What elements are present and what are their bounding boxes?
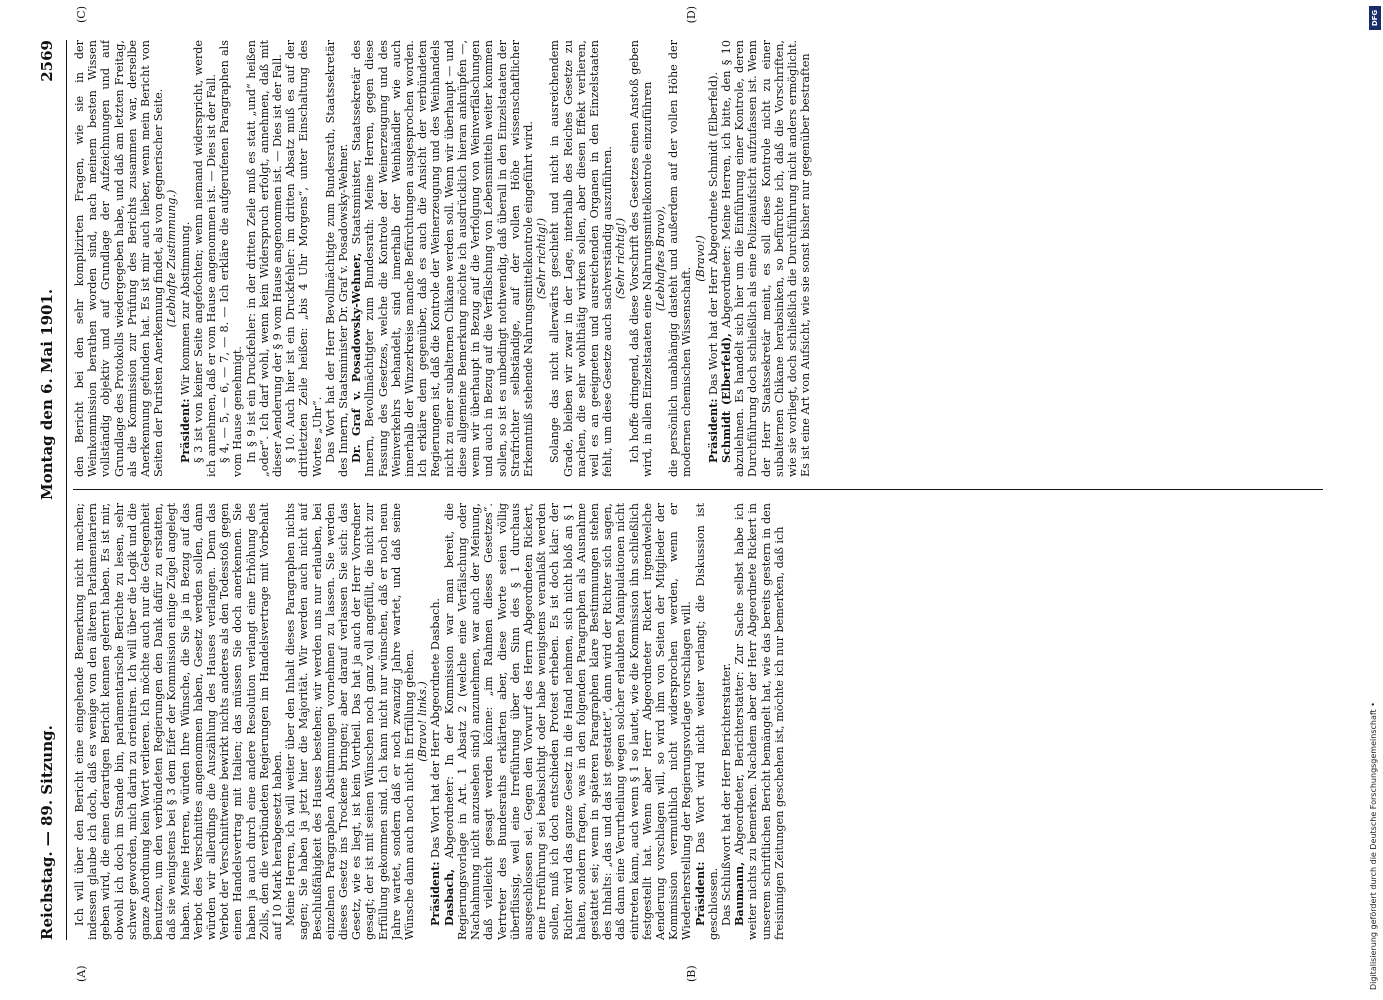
speech-text: Abgeordneter, Berichterstatter: Zur Sache selbst habe ich weiter nichts zu bemerken. Nachdem aber der Herr Abgeordnete Rickert in unserem schriftlichen Bericht bemängelt hat, wie das bereits gestern in den freisinnigen Zeitungen geschehen ist, möchte ich nur bemerken, daß ich: [733, 503, 786, 940]
dfg-logo: [1369, 6, 1381, 30]
paragraph: den Bericht bei den sehr komplizirten Fragen, wie sie in der Weinkommission berathen worden sind, nach meinem besten Wissen vollständig objektiv und auf Grundlage der Aufzeichnungen und auf Grundlage des Protokolls wiedergegeben habe, und daß am letzten Freitag, als die Kommission zur Prüfung des Berichts zusammen war, derselbe Anerkennung gefunden hat. Es ist mir auch lieber, wenn mein Bericht von Seiten der Puristen Anerkennung findet, als von gegnerischer Seite.: [73, 40, 166, 477]
digitization-credit: [1365, 0, 1383, 1000]
paragraph: Meine Herren, ich will weiter über den Inhalt dieses Paragraphen nichts sagen; Sie haben ja jetzt hier die Majorität. Wir werden auch nicht auf Beschlußfähigkeit des Hauses bestehen; wir werden uns nur erlauben, bei einzelnen Paragraphen Abstimmungen vornehmen zu lassen. Sie werden dieses Gesetz ins Trockene bringen; aber darauf verlassen Sie sich: das Gesetz, wie es liegt, ist kein Vortheil. Das hat ja auch der Herr Vorredner gesagt; der ist mit seinen Wünschen noch ganz voll angefüllt, die nicht zur Erfüllung gekommen sind. Ich kann nicht nur wünschen, daß er noch neun Jahre wartet, sondern daß er noch zwanzig Jahre wartet, und daß seine Wünsche dann auch noch nicht in Erfüllung gehen.: [284, 503, 417, 940]
margin-mark-c: (C): [75, 6, 88, 23]
paragraph: die persönlich unabhängig dasteht und außerdem auf der vollen Höhe der modernen chemischen Wissenschaft.: [667, 40, 694, 477]
right-column: [73, 40, 1323, 477]
speech-text: Staatsminister, Staatssekretär des Innern, Bevollmächtigter zum Bundesrath: Meine Herren, gegen diese Fassung des Gesetzes, welche die Kontrole der Weinerzeugung und des Weinverkehrs behandelt, sind innerhalb der Weinhändler wie auch innerhalb der Winzerkreise manche Befürchtungen ausgesprochen worden. Ich erkläre dem gegenüber, daß es auch die Ansicht der verbündeten Regierungen ist, daß die Kontrole der Weinerzeugung und des Weinhandels nicht zu einer subalternen Chikane werden soll. Wenn wir überhaupt — und diese allgemeine Bemerkung möchte ich ausdrücklich hieran anknüpfen —, wenn wir überhaupt in Bezug auf die Verfolgung von Weinverfälschungen und auch in Bezug auf die Verfälschung von Lebensmitteln weiter kommen sollen, so ist es unbedingt nothwendig, daß überall in den Einzelstaaten der Strafrichter selbständige, auf der vollen Höhe wissenschaftlicher Erkenntniß stehende Nahrungsmittelkontrole eingeführt wird.: [350, 40, 535, 477]
paragraph: § 4, — 5, — 6, — 7, — 8. — Ich erkläre die aufgerufenen Paragraphen als vom Hause genehmigt.: [218, 40, 245, 477]
applause-note: (Lebhafte Zustimmung.): [165, 189, 179, 328]
speech-text: Das Wort hat der Herr Abgeordnete Dasbach.: [429, 597, 443, 858]
header-rule: [66, 40, 67, 940]
margin-mark-b: (B): [685, 965, 698, 982]
speech-text: Wir kommen zur Abstimmung.: [178, 221, 192, 395]
paragraph: Das Wort hat der Herr Bevollmächtigte zum Bundesrath, Staatssekretär des Innern, Staatsminister Dr. Graf v. Posadowsky-Wehner.: [323, 40, 351, 477]
paragraph: In § 9 ist ein Druckfehler: in der dritten Zeile muß es statt „und“ heißen „oder“. Ich darf wohl, wenn kein Widerspruch erfolgt, annehmen, daß mit dieser Aenderung der § 9 vom Hause angenommen ist. — Dies ist der Fall.: [244, 40, 285, 477]
speaker-label: Schmidt (Elberfeld),: [718, 333, 733, 463]
paragraph: Solange das nicht allerwärts geschieht und nicht in ausreichendem Grade, bleiben wir zwar in der Lage, interhalb des Reiches Gesetze zu machen, die sehr wohlthätig wirken sollen, aber diesen Effekt verlieren, weil es an geeigneten und ausreichenden Organen in den Einzelstaaten fehlt, um diese Gesetze auch sachverständig auszuführen.: [548, 40, 615, 477]
paragraph: Ich will über den Bericht eine eingehende Bemerkung nicht machen; indessen glaube ich doch, daß es wenige von den älteren Parlamentariern geben wird, die einen derartigen Bericht kennen gelernt haben. Es ist mir, obwohl ich doch im Stande bin, parlamentarische Berichte zu lesen, sehr schwer geworden, mich darin zu orientiren. Ich will über die Logik und die ganze Anordnung kein Wort verlieren. Ich möchte auch nur die Gelegenheit benutzen, um den verbündeten Regierungen den Dank dafür zu erstatten, daß sie wenigstens bei § 3 dem Eifer der Kommission einige Zügel angelegt haben. Meine Herren, würden Ihre Wünsche, die Sie ja in Bezug auf das Verbot des Verschnittes angenommen haben, Gesetz werden sollen, dann würden wir allerdings die Auszählung des Hauses verlangen. Denn das Verbot der Verschnittweine bewirkt nichts anderes als den Todesstoß gegen einen Handelsvertrag mit Italien; das müssen Sie doch anerkennen. Sie haben ja auch durch eine andere Resolution verlangt eine Erhöhung des Zolls, den die verbündeten Regierungen im Handelsvertrage mit Vorbehalt auf 10 Mark herabgesetzt haben.: [73, 503, 285, 940]
running-head: [38, 40, 62, 940]
column-divider: [73, 489, 1323, 490]
speaker-label: Präsident:: [428, 861, 443, 926]
speaker-label: Dasbach,: [441, 868, 456, 926]
dfg-logo-text: DFG: [1371, 9, 1379, 27]
speech-text: Das Wort wird nicht weiter verlangt; die Diskussion ist geschlossen.: [693, 503, 720, 940]
speech-text: Abgeordneter: Meine Herren, ich bitte, den § 10 abzulehnen. Es handelt sich hier um die Einführung einer Kontrole, deren Durchführung doch schließlich als eine Polizeiaufsicht aufzufassen ist. Wenn der Herr Staatssekretär meint, es soll diese Kontrole nicht zu einer subalternen Chikane herabsinken, so befürchte ich, daß die Vorschriften, wie sie vorliegt, doch schließlich die Durchführung nicht anders ermöglicht. Es ist eine Art von Aufsicht, wie sie sonst bisher nur gegenüber bestraften: [719, 40, 813, 477]
paragraph: Das Schlußwort hat der Herr Berichterstatter.: [719, 662, 733, 926]
applause-note: (Bravo!): [693, 235, 707, 282]
speaker-label: Dr. Graf v. Posadowsky-Wehner,: [349, 252, 364, 463]
applause-note: (Bravo! links.): [416, 681, 430, 762]
running-head-left: Reichstag. — 89. Sitzung.: [38, 725, 56, 940]
speaker-label: Präsident:: [692, 861, 707, 926]
running-head-date: Montag den 6. Mai 1901.: [38, 288, 56, 500]
page-number: 2569: [38, 40, 56, 82]
margin-mark-d: (D): [685, 6, 698, 24]
paragraph: Ich hoffe dringend, daß diese Vorschrift des Gesetzes einen Anstoß geben wird, in allen Einzelstaaten eine Nahrungsmittelkontrole einzuführen: [627, 40, 654, 477]
applause-note: (Lebhaftes Bravo),: [653, 205, 667, 312]
paragraph: § 3 ist von keiner Seite angefochten; wenn niemand widerspricht, werde ich annehmen, daß er vom Hause angenommen ist. — Dies ist der Fall.: [191, 40, 219, 477]
speech-text: Abgeordneter: In der Kommission war man bereit, die Regierungsvorlage in Art. 1 Absatz 2 (welche eine Verfälschung oder Nachahmung nicht anzusehen sind) anzunehmen, war auch der Meinung, daß vielleicht gesagt werden könne: „im Rahmen dieses Gesetzes“. Vertreter des Bundesraths erklärten aber, diese Worte seien völlig überflüssig, weil eine Irreführung über den Sinn des § 1 durchaus ausgeschlossen sei. Gegen den Vorwurf des Herrn Abgeordneten Rickert, eine Irreführung sei beabsichtigt oder habe wenigstens veranlaßt werden sollen, muß ich doch entschieden Protest erheben. Es ist doch klar: der Richter wird das ganze Gesetz in die Hand nehmen, sich nicht bloß an § 1 halten, sondern fragen, was in den folgenden Paragraphen als Ausnahme gestattet sei; wenn in späteren Paragraphen klare Bestimmungen stehen des Inhalts: „das und das ist gestattet“, dann wird der Richter sich sagen, daß dann eine Verurtheilung wegen solcher erlaubten Manipulationen nicht eintreten kann, auch wenn § 1 so lautet, wie die Kommission ihn schließlich festgestellt hat. Wenn aber Herr Abgeordneter Rickert irgendwelche Aenderung vorschlagen will, so wird ihm von Seiten der Mitglieder der Kommission vermuthlich nicht widersprochen werden, wenn er Wiederherstellung der Regierungsvorlage vorschlagen will.: [442, 503, 694, 940]
margin-mark-a: (A): [75, 965, 88, 982]
left-column: [73, 503, 1323, 940]
paragraph: § 10. Auch hier ist ein Druckfehler: im dritten Absatz muß es auf der drittletzten Zeile heißen: „bis 4 Uhr Morgens“, unter Einschaltung des Wortes „Uhr“.: [284, 40, 324, 477]
speaker-label: Baumann,: [732, 861, 747, 926]
speaker-label: Präsident:: [705, 398, 720, 463]
speaker-label: Präsident:: [177, 398, 192, 463]
applause-note: (Sehr richtig!): [614, 217, 628, 300]
text-columns: [73, 6, 1323, 982]
credit-text: Digitalisierung gefördert durch die Deutsche Forschungsgemeinschaft •: [1369, 702, 1378, 990]
applause-note: (Sehr richtig!): [535, 217, 549, 300]
speech-text: Das Wort hat der Herr Abgeordnete Schmidt (Elberfeld).: [706, 71, 720, 395]
